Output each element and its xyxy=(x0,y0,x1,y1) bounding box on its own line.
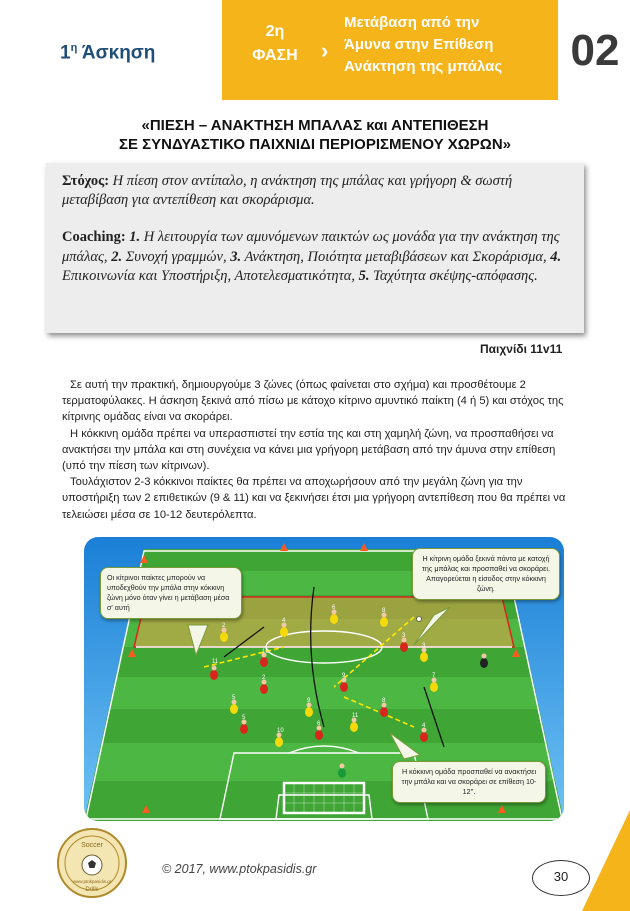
player-number: 2 xyxy=(262,675,266,681)
player-number: 2 xyxy=(222,623,226,629)
player-number: 11 xyxy=(352,713,359,719)
callout-bottom: Η κόκκινη ομάδα προσπαθεί να ανακτήσει την μπάλα και να σκοράρει σε επίθεση 10-12''. xyxy=(392,761,546,803)
coaching-item: Επικοινωνία και Υποστήριξη, Αποτελεσματικότητα, xyxy=(62,268,359,284)
phase-desc-line: Άμυνα στην Επίθεση xyxy=(344,36,494,53)
coaching-num: 3. xyxy=(230,248,242,265)
coaching-item: Συνοχή γραμμών, xyxy=(122,248,231,265)
body-paragraph: Τουλάχιστον 2-3 κόκκινοι παίκτες θα πρέπει να αποχωρήσουν από την μεγάλη ζώνη για την υποστήριξη των 2 επιθετικών (9 & 11) και να ξεκινήσει έτσι μια γρήγορη αντεπίθεση που θα πρέπει να τελειώσει μέσα σε 10-12 δευτερόλεπτα. xyxy=(62,476,566,521)
game-type: Παιχνίδι 11v11 xyxy=(480,342,563,356)
phase-line-2: ΦΑΣΗ xyxy=(252,47,298,64)
player-number: 9 xyxy=(342,673,346,679)
footer-corner-accent xyxy=(582,810,630,911)
player-number: 5 xyxy=(232,695,236,701)
objective-text xyxy=(62,172,574,210)
phase-desc-line: Ανάκτηση της μπάλας xyxy=(344,58,503,75)
objective-label: Στόχος: xyxy=(62,173,110,189)
page-number: 30 xyxy=(553,869,569,884)
player-number: 10 xyxy=(262,649,269,655)
chevron-right-icon: › xyxy=(321,38,329,63)
player-number: 4 xyxy=(422,723,426,729)
coaching-num: 4. xyxy=(550,248,562,265)
logo-bottom-text: Drills xyxy=(85,887,99,893)
player-number: 8 xyxy=(382,698,386,704)
player-number: 6 xyxy=(317,721,321,727)
callout-left: Οι κίτρινοι παίκτες μπορούν να υποδεχθούν την μπάλα στην κόκκινη ζώνη μόνο όταν γίνει η μετάβαση μέσα σ' αυτή xyxy=(100,567,242,619)
body-text xyxy=(62,377,576,523)
player-number: 4 xyxy=(282,618,286,624)
player-number: 7 xyxy=(432,673,436,679)
coaching-item: Ταχύτητα σκέψης-απόφασης. xyxy=(369,268,538,284)
logo xyxy=(56,827,128,899)
logo-top-text: Soccer xyxy=(81,842,103,849)
phase-line-1: 2η xyxy=(265,23,285,40)
phase-number: 02 xyxy=(570,26,620,75)
phase-description xyxy=(344,12,502,78)
body-paragraph: Σε αυτή την πρακτική, δημιουργούμε 3 ζώνες (όπως φαίνεται στο σχήμα) και προσθέτουμε 2 τερματοφύλακες. Η άσκηση ξεκινά από πίσω με κάτοχο κίτρινο αμυντικό παίκτη (4 ή 5) και στόχος της κίτρινης ομάδας είναι να σκοράρει. xyxy=(62,379,564,424)
ball-icon xyxy=(417,617,422,622)
player-number: 10 xyxy=(277,728,284,734)
player-number: 5 xyxy=(242,715,246,721)
player-number: 8 xyxy=(382,608,386,614)
phase-label xyxy=(239,20,311,68)
coaching-item: Η λειτουργία των αμυνόμενων παικτών ως μονάδα για την ανάκτηση της μπάλας, xyxy=(62,229,560,265)
callout-right: Η κίτρινη ομάδα ξεκινά πάντα με κατοχή της μπάλας και προσπαθεί να σκοράρει. Απαγορεύεται η είσοδος στην κόκκινη ζώνη. xyxy=(412,548,560,600)
drill-title-line: «ΠΙΕΣΗ – ΑΝΑΚΤΗΣΗ ΜΠΑΛΑΣ και ΑΝΤΕΠΙΘΕΣΗ xyxy=(141,117,489,134)
player-number: 9 xyxy=(307,698,311,704)
phase-desc-line: Μετάβαση από την xyxy=(344,14,480,31)
player-number: 11 xyxy=(212,659,219,665)
coaching-label: Coaching: xyxy=(62,229,126,245)
player-number: 6 xyxy=(332,605,336,611)
drill-title-line: ΣΕ ΣΥΝΔΥΑΣΤΙΚΟ ΠΑΙΧΝΙΔΙ ΠΕΡΙΟΡΙΣΜΕΝΟΥ ΧΩΡΩΝ» xyxy=(118,136,511,153)
objective-body: Η πίεση στον αντίπαλο, η ανάκτηση της μπάλας και γρήγορη & σωστή μεταβίβαση για αντεπίθεση και σκοράρισμα. xyxy=(62,173,513,208)
body-paragraph: Η κόκκινη ομάδα πρέπει να υπερασπιστεί την εστία της και στη χαμηλή ζώνη, να προσπαθήσει να ανακτήσει την μπάλα και στη συνέχεια να κάνει μια γρήγορη μετάβαση από την άμυνα στην επίθεση (υπό την πίεση των κίτρινων). xyxy=(62,427,556,473)
coaching-num: 2. xyxy=(111,248,123,265)
soccer-drills-logo-icon xyxy=(56,827,128,899)
drill-title xyxy=(40,116,590,154)
coaching-num: 1. xyxy=(129,229,141,245)
coaching-item: Ανάκτηση, Ποιότητα μεταβιβάσεων και Σκοράρισμα, xyxy=(241,248,551,265)
logo-mid-text: www.ptokpasidis.gr xyxy=(72,879,112,884)
exercise-title: $1^\eta$ Άσκηση xyxy=(60,42,156,64)
coaching-text xyxy=(62,228,574,287)
player-number: 3 xyxy=(422,643,426,649)
coaching-num: 5. xyxy=(358,268,370,284)
player-number: 3 xyxy=(402,633,406,639)
footer-copyright: © 2017, www.ptokpasidis.gr xyxy=(162,862,317,876)
